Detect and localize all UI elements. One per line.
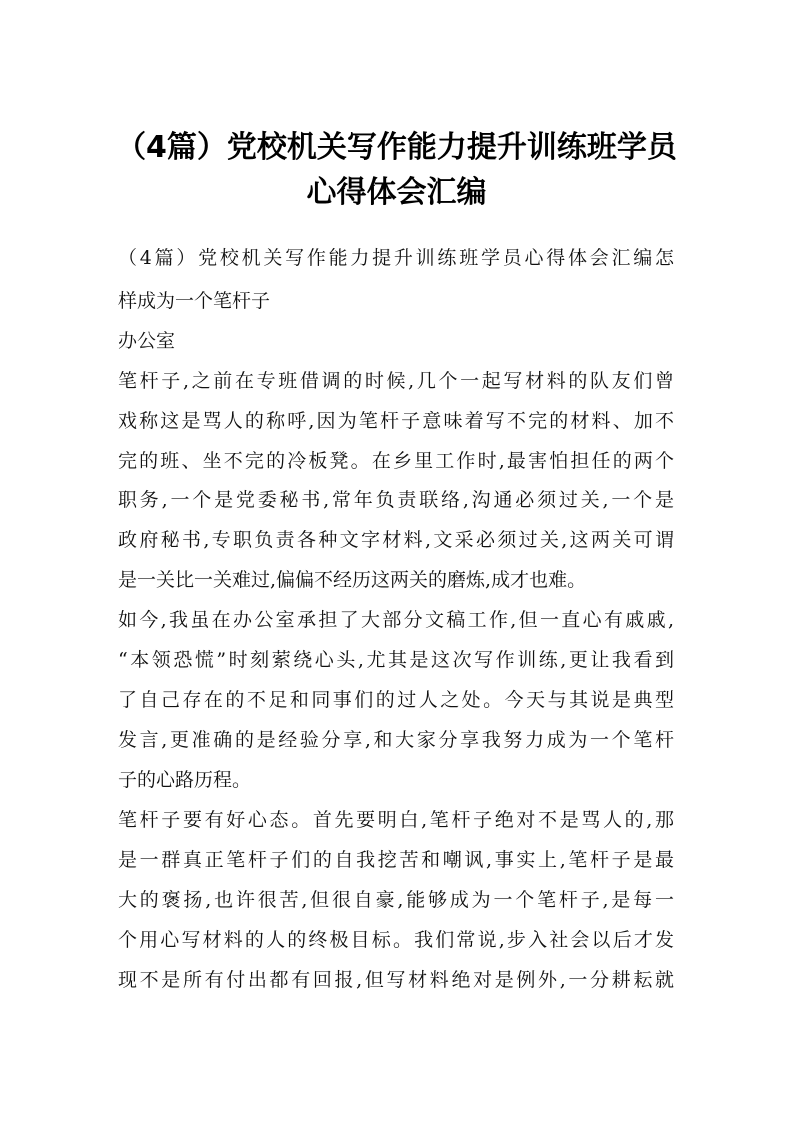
body-text-line: 样成为一个笔杆子 bbox=[118, 290, 271, 312]
body-text-line: 是一关比一关难过,偏偏不经历这两关的磨炼,成才也难。 bbox=[118, 569, 587, 591]
body-text-line: 职务,一个是党委秘书,常年负责联络,沟通必须过关,一个是 bbox=[118, 489, 674, 511]
title-line-1: （4篇）党校机关写作能力提升训练班学员 bbox=[116, 130, 677, 165]
body-text-line: 了自己存在的不足和同事们的过人之处。今天与其说是典型 bbox=[118, 689, 674, 711]
body-text-line: 现不是所有付出都有回报,但写材料绝对是例外,一分耕耘就 bbox=[118, 969, 674, 991]
body-text-line: 办公室 bbox=[118, 330, 176, 352]
body-text-line: 完的班、坐不完的冷板凳。在乡里工作时,最害怕担任的两个 bbox=[118, 450, 674, 472]
body-text-line: 个用心写材料的人的终极目标。我们常说,步入社会以后才发 bbox=[118, 929, 674, 951]
body-text-line: 笔杆子,之前在专班借调的时候,几个一起写材料的队友们曾 bbox=[118, 370, 674, 392]
body-text-line: （4篇）党校机关写作能力提升训练班学员心得体会汇编怎 bbox=[118, 247, 674, 269]
body-text-line: 是一群真正笔杆子们的自我挖苦和嘲讽,事实上,笔杆子是最 bbox=[118, 849, 674, 871]
title-line-2: 心得体会汇编 bbox=[306, 175, 487, 210]
body-text-line: 发言,更准确的是经验分享,和大家分享我努力成为一个笔杆 bbox=[118, 729, 674, 751]
body-text-line: 戏称这是骂人的称呼,因为笔杆子意味着写不完的材料、加不 bbox=[118, 410, 674, 432]
body-text-line: 政府秘书,专职负责各种文字材料,文采必须过关,这两关可谓 bbox=[118, 529, 674, 551]
body-text-line: 大的褒扬,也许很苦,但很自豪,能够成为一个笔杆子,是每一 bbox=[118, 889, 674, 911]
body-text-line: “本领恐慌”时刻萦绕心头,尤其是这次写作训练,更让我看到 bbox=[118, 649, 674, 671]
body-text-line: 笔杆子要有好心态。首先要明白,笔杆子绝对不是骂人的,那 bbox=[118, 809, 674, 831]
body-text-line: 如今,我虽在办公室承担了大部分文稿工作,但一直心有戚戚, bbox=[118, 609, 674, 631]
body-text-line: 子的心路历程。 bbox=[118, 769, 252, 791]
